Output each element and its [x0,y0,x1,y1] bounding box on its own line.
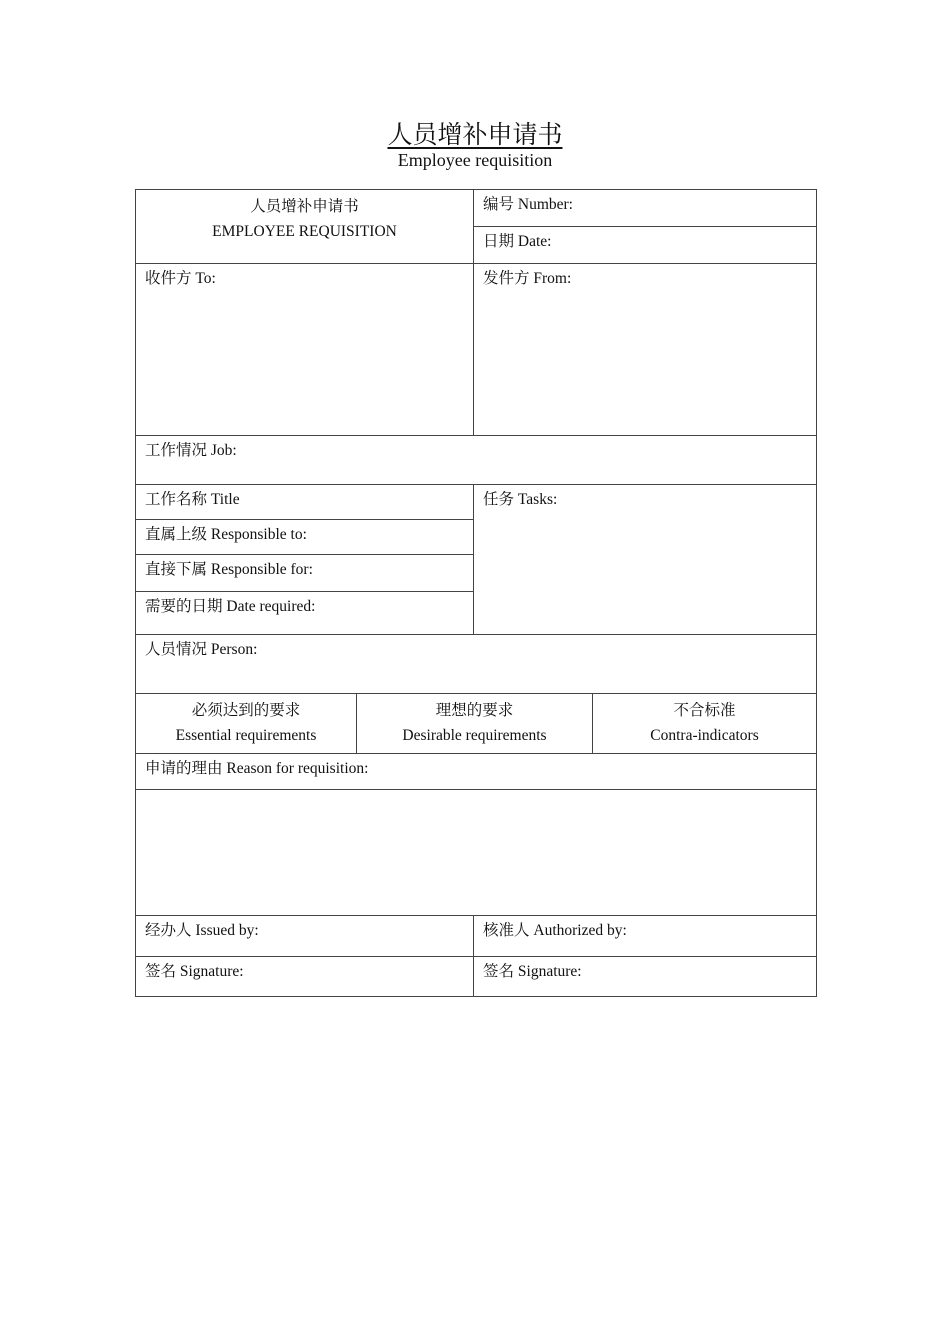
responsible-for-label: 直接下属 Responsible for: [145,561,313,578]
to-cell[interactable] [136,264,474,436]
date-required-cell[interactable] [136,592,474,635]
form-box-title-cn: 人员增补申请书 [250,198,359,215]
job-cell[interactable] [136,436,817,485]
date-required-label: 需要的日期 Date required: [145,598,316,615]
page-title: 人员增补申请书 [387,120,563,149]
date-cell[interactable] [474,227,817,264]
signature-right-cell[interactable] [474,957,817,997]
number-label: 编号 Number: [483,196,573,213]
person-cell[interactable] [136,635,817,694]
number-cell[interactable] [474,190,817,227]
desirable-label-en: Desirable requirements [402,727,547,744]
document-header [0,118,950,170]
desirable-requirements-cell[interactable] [357,694,593,754]
issued-by-cell[interactable] [136,916,474,957]
date-label: 日期 Date: [483,233,552,250]
job-title-label: 工作名称 Title [145,491,240,508]
essential-label-cn: 必须达到的要求 [191,702,301,719]
issued-by-label: 经办人 Issued by: [145,922,259,939]
form-box-title-en: EMPLOYEE REQUISITION [212,223,397,240]
tasks-cell[interactable] [474,485,817,635]
person-label: 人员情况 Person: [145,641,258,658]
tasks-label: 任务 Tasks: [483,491,558,508]
to-label: 收件方 To: [145,270,216,287]
job-title-cell[interactable] [136,485,474,520]
responsible-to-cell[interactable] [136,520,474,555]
from-label: 发件方 From: [483,270,572,287]
signature-left-cell[interactable] [136,957,474,997]
signature-right-label: 签名 Signature: [483,963,582,980]
page-subtitle: Employee requisition [397,150,553,170]
reason-label: 申请的理由 Reason for requisition: [145,760,369,777]
desirable-label-cn: 理想的要求 [435,702,514,719]
responsible-to-label: 直属上级 Responsible to: [145,526,307,543]
form-box-title [136,190,474,264]
reason-input-area[interactable] [136,790,817,916]
signature-left-label: 签名 Signature: [145,963,244,980]
reason-label-cell [136,754,817,790]
job-label: 工作情况 Job: [145,442,237,459]
authorized-by-cell[interactable] [474,916,817,957]
authorized-by-label: 核准人 Authorized by: [483,922,627,939]
from-cell[interactable] [474,264,817,436]
contra-label-cn: 不合标准 [673,702,736,719]
essential-label-en: Essential requirements [175,727,317,744]
requisition-form [135,189,817,997]
contra-indicators-cell[interactable] [593,694,817,754]
responsible-for-cell[interactable] [136,555,474,592]
essential-requirements-cell[interactable] [136,694,357,754]
contra-label-en: Contra-indicators [650,727,759,744]
